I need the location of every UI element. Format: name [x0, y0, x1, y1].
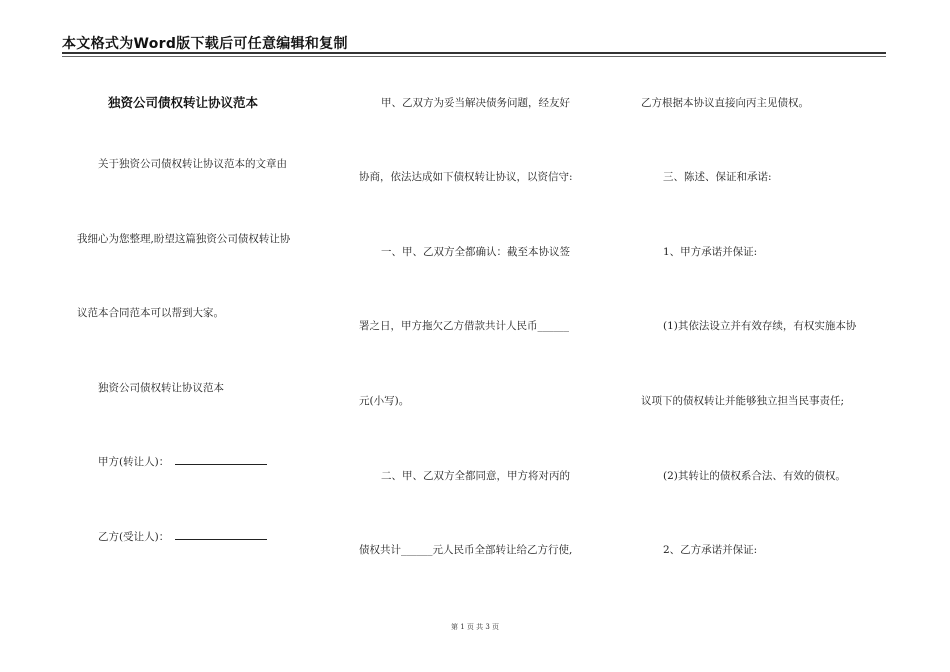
header-rule: [62, 52, 886, 54]
party-b-line: [98, 529, 267, 544]
text-line: 关于独资公司债权转让协议范本的文章由: [98, 158, 287, 170]
text-line: (1)其依法设立并有效存续，有权实施本协: [663, 320, 857, 332]
page-number: 第 1 页 共 3 页: [450, 623, 500, 631]
document-banner: 本文格式为Word版下载后可任意编辑和复制: [62, 36, 348, 52]
text-line: (2)其转让的债权系合法、有效的债权。: [663, 470, 846, 482]
text-line: 协商，依法达成如下债权转让协议，以资信守:: [359, 171, 573, 183]
text-line: 二、甲、乙双方全都同意，甲方将对丙的: [381, 470, 570, 482]
text-line: 独资公司债权转让协议范本: [98, 382, 224, 394]
text-line: 署之日，甲方拖欠乙方借款共计人民币______: [359, 320, 569, 332]
section-heading: 三、陈述、保证和承诺:: [663, 171, 772, 183]
text-line: 1、甲方承诺并保证:: [663, 246, 758, 258]
party-a-label: 甲方(转让人)：: [98, 456, 170, 468]
party-a-blank: [175, 455, 267, 465]
party-b-label: 乙方(受让人)：: [98, 531, 170, 543]
text-line: 议项下的债权转让并能够独立担当民事责任;: [641, 395, 845, 407]
party-a-line: [98, 454, 267, 469]
text-line: 我细心为您整理,盼望这篇独资公司债权转让协: [77, 233, 291, 245]
text-line: 议范本合同范本可以帮到大家。: [77, 307, 224, 319]
text-line: 元(小写)。: [359, 395, 410, 407]
header-rule-thin: [62, 56, 886, 57]
document-title: 独资公司债权转让协议范本: [108, 95, 259, 110]
text-line: 2、乙方承诺并保证:: [663, 544, 758, 556]
party-b-blank: [175, 530, 267, 540]
text-line: 甲、乙双方为妥当解决债务问题，经友好: [381, 97, 570, 109]
text-line: 债权共计______元人民币全部转让给乙方行使,: [359, 544, 573, 556]
text-line: 一、甲、乙双方全都确认：截至本协议签: [381, 246, 570, 258]
text-line: 乙方根据本协议直接向丙主见债权。: [641, 97, 809, 109]
